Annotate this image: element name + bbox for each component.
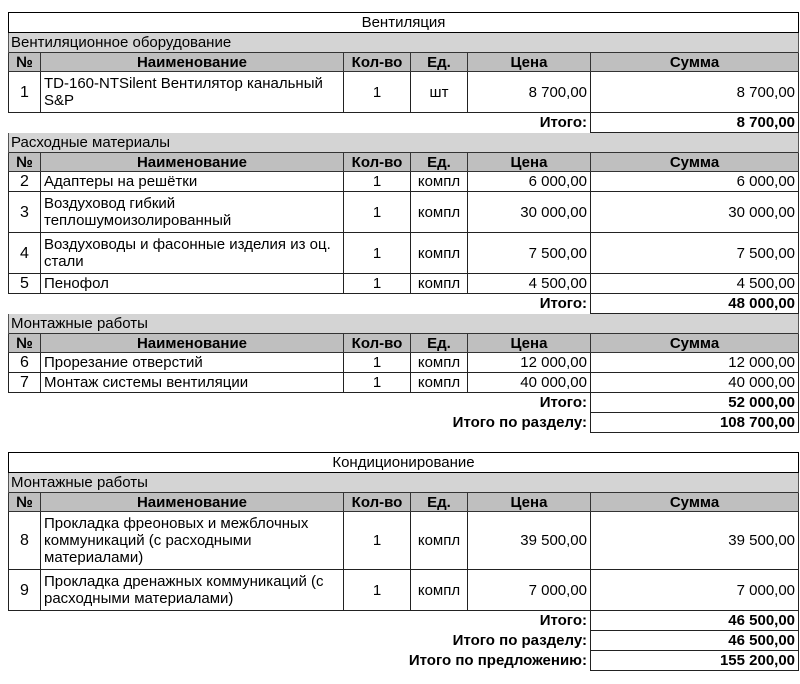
cell-unit: компл: [411, 512, 468, 570]
section-title-row: [9, 453, 799, 473]
section-total-row: [9, 631, 799, 651]
col-header-quantity: Кол-во: [344, 334, 411, 353]
cell-name: Воздуховоды и фасонные изделия из оц. стали: [41, 233, 344, 274]
group-name: Монтажные работы: [9, 473, 799, 493]
group-header-row: [9, 314, 799, 334]
grand-total-row: [9, 651, 799, 671]
table-row: [9, 172, 799, 192]
cell-qty: 1: [344, 172, 411, 192]
cell-price: 7 000,00: [468, 570, 591, 611]
group-total-label: Итого:: [539, 114, 587, 132]
cell-unit: компл: [411, 570, 468, 611]
col-header-name: Наименование: [41, 153, 344, 172]
section-title: Вентиляция: [9, 13, 799, 33]
col-header-sum: Сумма: [591, 53, 799, 72]
cell-unit: компл: [411, 233, 468, 274]
col-header-quantity: Кол-во: [344, 153, 411, 172]
col-header-number: №: [9, 334, 41, 353]
group-name: Монтажные работы: [9, 314, 799, 334]
cell-price: 40 000,00: [468, 373, 591, 393]
cell-name: Монтаж системы вентиляции: [41, 373, 344, 393]
section-total-label: Итого по разделу:: [452, 414, 587, 431]
col-header-unit: Ед.: [411, 493, 468, 512]
group-total-label: Итого:: [539, 295, 587, 313]
group-total-value: 52 000,00: [591, 393, 799, 413]
group-total-row: [9, 113, 799, 133]
cell-price: 7 500,00: [468, 233, 591, 274]
group-total-row: [9, 611, 799, 631]
section-total-value: 108 700,00: [591, 413, 799, 433]
group-total-row: [9, 393, 799, 413]
column-header-row: [9, 493, 799, 512]
table-row: [9, 373, 799, 393]
cell-price: 6 000,00: [468, 172, 591, 192]
col-header-number: №: [9, 493, 41, 512]
cell-unit: компл: [411, 353, 468, 373]
cell-price: 39 500,00: [468, 512, 591, 570]
group-total-value: 46 500,00: [591, 611, 799, 631]
cell-price: 30 000,00: [468, 192, 591, 233]
group-total-value: 8 700,00: [591, 113, 799, 133]
table-row: [9, 192, 799, 233]
cell-unit: компл: [411, 192, 468, 233]
table-row: [9, 570, 799, 611]
cell-qty: 1: [344, 353, 411, 373]
cell-price: 4 500,00: [468, 274, 591, 294]
spacer-cell: [9, 433, 799, 453]
table-row: [9, 233, 799, 274]
col-header-price: Цена: [468, 493, 591, 512]
section-total-value: 46 500,00: [591, 631, 799, 651]
cell-name: Прокладка фреоновых и межблочных коммуникаций (с расходными материалами): [41, 512, 344, 570]
col-header-number: №: [9, 53, 41, 72]
col-header-unit: Ед.: [411, 153, 468, 172]
section-title-row: [9, 13, 799, 33]
cell-name: Прорезание отверстий: [41, 353, 344, 373]
cell-qty: 1: [344, 373, 411, 393]
col-header-name: Наименование: [41, 334, 344, 353]
col-header-number: №: [9, 153, 41, 172]
group-name: Расходные материалы: [9, 133, 799, 153]
col-header-unit: Ед.: [411, 334, 468, 353]
grand-total-label: Итого по предложению:: [408, 652, 587, 669]
cell-no: 2: [9, 172, 41, 192]
col-header-price: Цена: [468, 53, 591, 72]
table-row: [9, 512, 799, 570]
cell-no: 6: [9, 353, 41, 373]
column-header-row: [9, 334, 799, 353]
cell-no: 8: [9, 512, 41, 570]
group-name: Вентиляционное оборудование: [9, 33, 799, 53]
col-header-name: Наименование: [41, 53, 344, 72]
table-row: [9, 274, 799, 294]
cell-unit: компл: [411, 274, 468, 294]
col-header-price: Цена: [468, 153, 591, 172]
col-header-name: Наименование: [41, 493, 344, 512]
col-header-unit: Ед.: [411, 53, 468, 72]
section-spacer: [9, 433, 799, 453]
cell-name: Адаптеры на решётки: [41, 172, 344, 192]
grand-total-value: 155 200,00: [591, 651, 799, 671]
group-total-value: 48 000,00: [591, 294, 799, 314]
cell-sum: 39 500,00: [591, 512, 799, 570]
cell-no: 4: [9, 233, 41, 274]
cell-sum: 4 500,00: [591, 274, 799, 294]
cell-name: Прокладка дренажных коммуникаций (с расходными материалами): [41, 570, 344, 611]
estimate-document: [8, 12, 798, 671]
cell-sum: 7 000,00: [591, 570, 799, 611]
cell-no: 3: [9, 192, 41, 233]
section-title: Кондиционирование: [9, 453, 799, 473]
cell-sum: 40 000,00: [591, 373, 799, 393]
cell-unit: компл: [411, 373, 468, 393]
cell-unit: шт: [411, 72, 468, 113]
group-header-row: [9, 33, 799, 53]
cell-sum: 12 000,00: [591, 353, 799, 373]
cell-qty: 1: [344, 233, 411, 274]
col-header-sum: Сумма: [591, 334, 799, 353]
group-total-label: Итого:: [539, 394, 587, 412]
table-row: [9, 72, 799, 113]
col-header-sum: Сумма: [591, 153, 799, 172]
cell-sum: 6 000,00: [591, 172, 799, 192]
section-total-label: Итого по разделу:: [452, 632, 587, 649]
column-header-row: [9, 153, 799, 172]
cell-sum: 7 500,00: [591, 233, 799, 274]
cell-name: TD-160-NTSilent Вентилятор канальный S&P: [41, 72, 344, 113]
column-header-row: [9, 53, 799, 72]
cell-name: Воздуховод гибкий теплошумоизолированный: [41, 192, 344, 233]
cell-qty: 1: [344, 72, 411, 113]
cell-qty: 1: [344, 274, 411, 294]
col-header-quantity: Кол-во: [344, 493, 411, 512]
col-header-price: Цена: [468, 334, 591, 353]
col-header-quantity: Кол-во: [344, 53, 411, 72]
cell-no: 9: [9, 570, 41, 611]
cell-sum: 30 000,00: [591, 192, 799, 233]
cell-qty: 1: [344, 192, 411, 233]
cell-price: 8 700,00: [468, 72, 591, 113]
table-row: [9, 353, 799, 373]
cell-unit: компл: [411, 172, 468, 192]
cell-qty: 1: [344, 570, 411, 611]
group-total-row: [9, 294, 799, 314]
estimate-table: [8, 12, 799, 671]
section-total-row: [9, 413, 799, 433]
group-total-label: Итого:: [539, 612, 587, 630]
cell-no: 1: [9, 72, 41, 113]
cell-no: 5: [9, 274, 41, 294]
cell-price: 12 000,00: [468, 353, 591, 373]
cell-sum: 8 700,00: [591, 72, 799, 113]
col-header-sum: Сумма: [591, 493, 799, 512]
cell-qty: 1: [344, 512, 411, 570]
cell-name: Пенофол: [41, 274, 344, 294]
cell-no: 7: [9, 373, 41, 393]
group-header-row: [9, 473, 799, 493]
group-header-row: [9, 133, 799, 153]
